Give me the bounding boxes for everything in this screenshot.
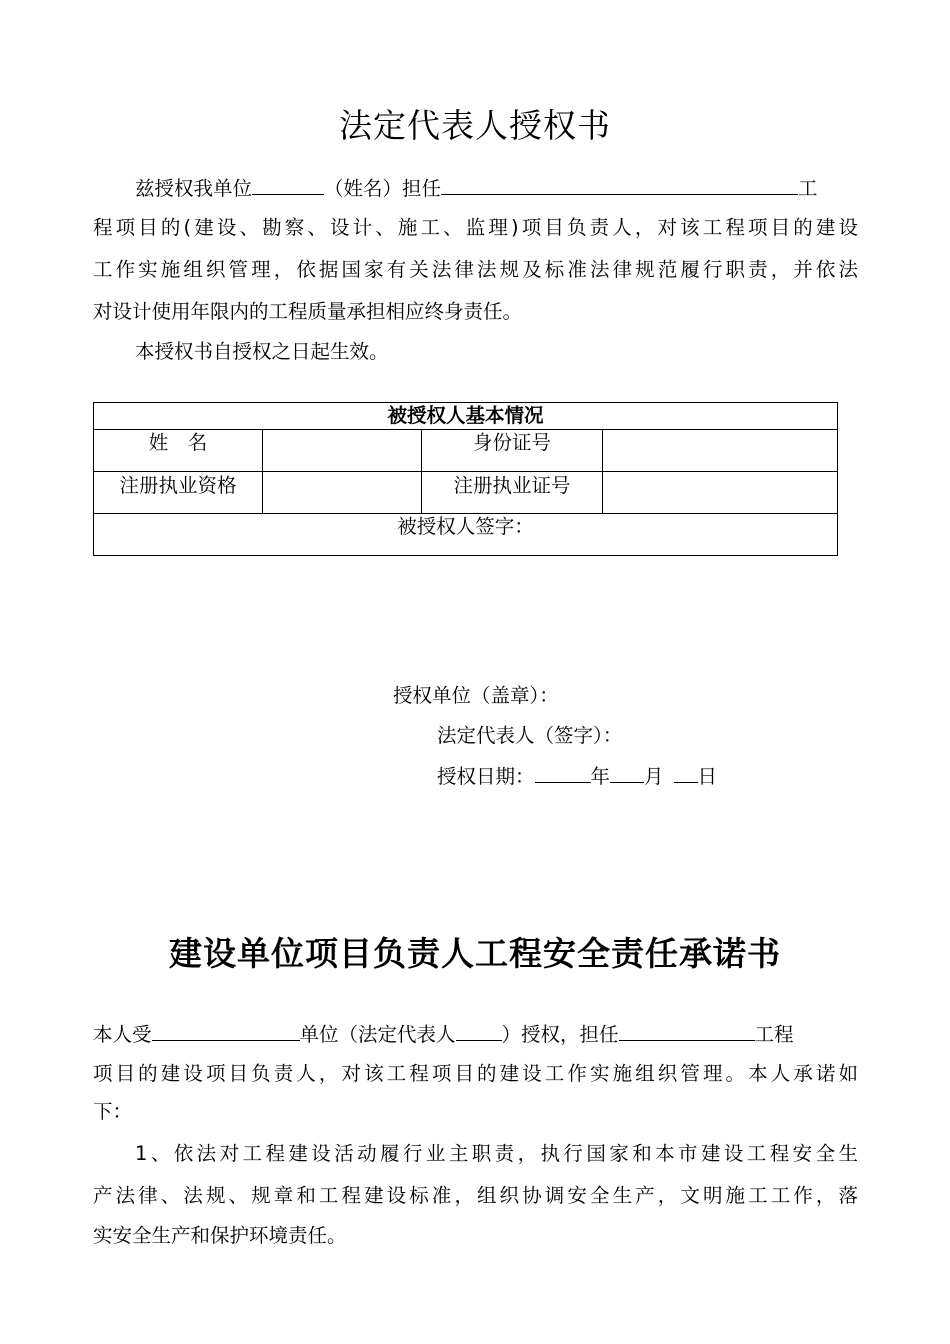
id-number-label: 身份证号 (422, 430, 603, 472)
auth-paragraph-line-4: 对设计使用年限内的工程质量承担相应终身责任。 (93, 300, 523, 323)
authorization-title: 法定代表人授权书 (339, 106, 611, 145)
certificate-number-label: 注册执业证号 (422, 472, 603, 514)
grantee-signature-label: 被授权人签字： (397, 515, 534, 538)
id-number-cell[interactable] (603, 430, 838, 472)
project-blank[interactable] (441, 172, 798, 195)
qualification-label: 注册执业资格 (94, 472, 263, 514)
qualification-cell[interactable] (263, 472, 422, 514)
unit-blank[interactable] (152, 1018, 300, 1041)
name-blank[interactable] (252, 172, 324, 195)
pledge-intro-line-3: 下： (93, 1100, 133, 1123)
pledge-intro-line-1: 本人受 单位（法定代表人 ）授权，担任 工程 (93, 1018, 858, 1049)
grantee-info-table (93, 402, 838, 556)
auth-effective-paragraph: 本授权书自授权之日起生效。 (135, 340, 389, 363)
pledge-intro-line-2: 项目的建设项目负责人，对该工程项目的建设工作实施组织管理。本人承诺如 (93, 1062, 858, 1085)
legal-rep-signature-label: 法定代表人（签字）： (437, 724, 623, 747)
auth-paragraph-line-3: 工作实施组织管理，依据国家有关法律法规及标准法律规范履行职责，并依法 (93, 258, 858, 281)
authorization-date-line: 授权日期： 年 月 日 (437, 760, 717, 789)
table-header: 被授权人基本情况 (94, 403, 838, 430)
authorizing-unit-label: 授权单位（盖章）： (393, 684, 559, 707)
pledge-item-1-line-3: 实安全生产和保护环境责任。 (93, 1224, 347, 1247)
legal-rep-blank[interactable] (456, 1018, 502, 1041)
name-cell[interactable] (263, 430, 422, 472)
pledge-item-1-line-1: 1、依法对工程建设活动履行业主职责，执行国家和本市建设工程安全生 (135, 1142, 858, 1165)
day-blank[interactable] (674, 760, 698, 783)
auth-paragraph-line-1: 兹授权我单位 （姓名）担任 工 (93, 172, 858, 203)
pledge-item-1-line-2: 产法律、法规、规章和工程建设标准，组织协调安全生产，文明施工工作，落 (93, 1184, 858, 1207)
grantee-signature-cell[interactable] (94, 514, 838, 556)
year-blank[interactable] (535, 760, 591, 783)
certificate-number-cell[interactable] (603, 472, 838, 514)
auth-paragraph-line-2: 程项目的(建设、勘察、设计、施工、监理)项目负责人，对该工程项目的建设 (93, 216, 858, 239)
month-blank[interactable] (610, 760, 644, 783)
pledge-title: 建设单位项目负责人工程安全责任承诺书 (169, 934, 781, 973)
name-label: 姓 名 (94, 430, 263, 472)
pledge-project-blank[interactable] (619, 1018, 755, 1041)
